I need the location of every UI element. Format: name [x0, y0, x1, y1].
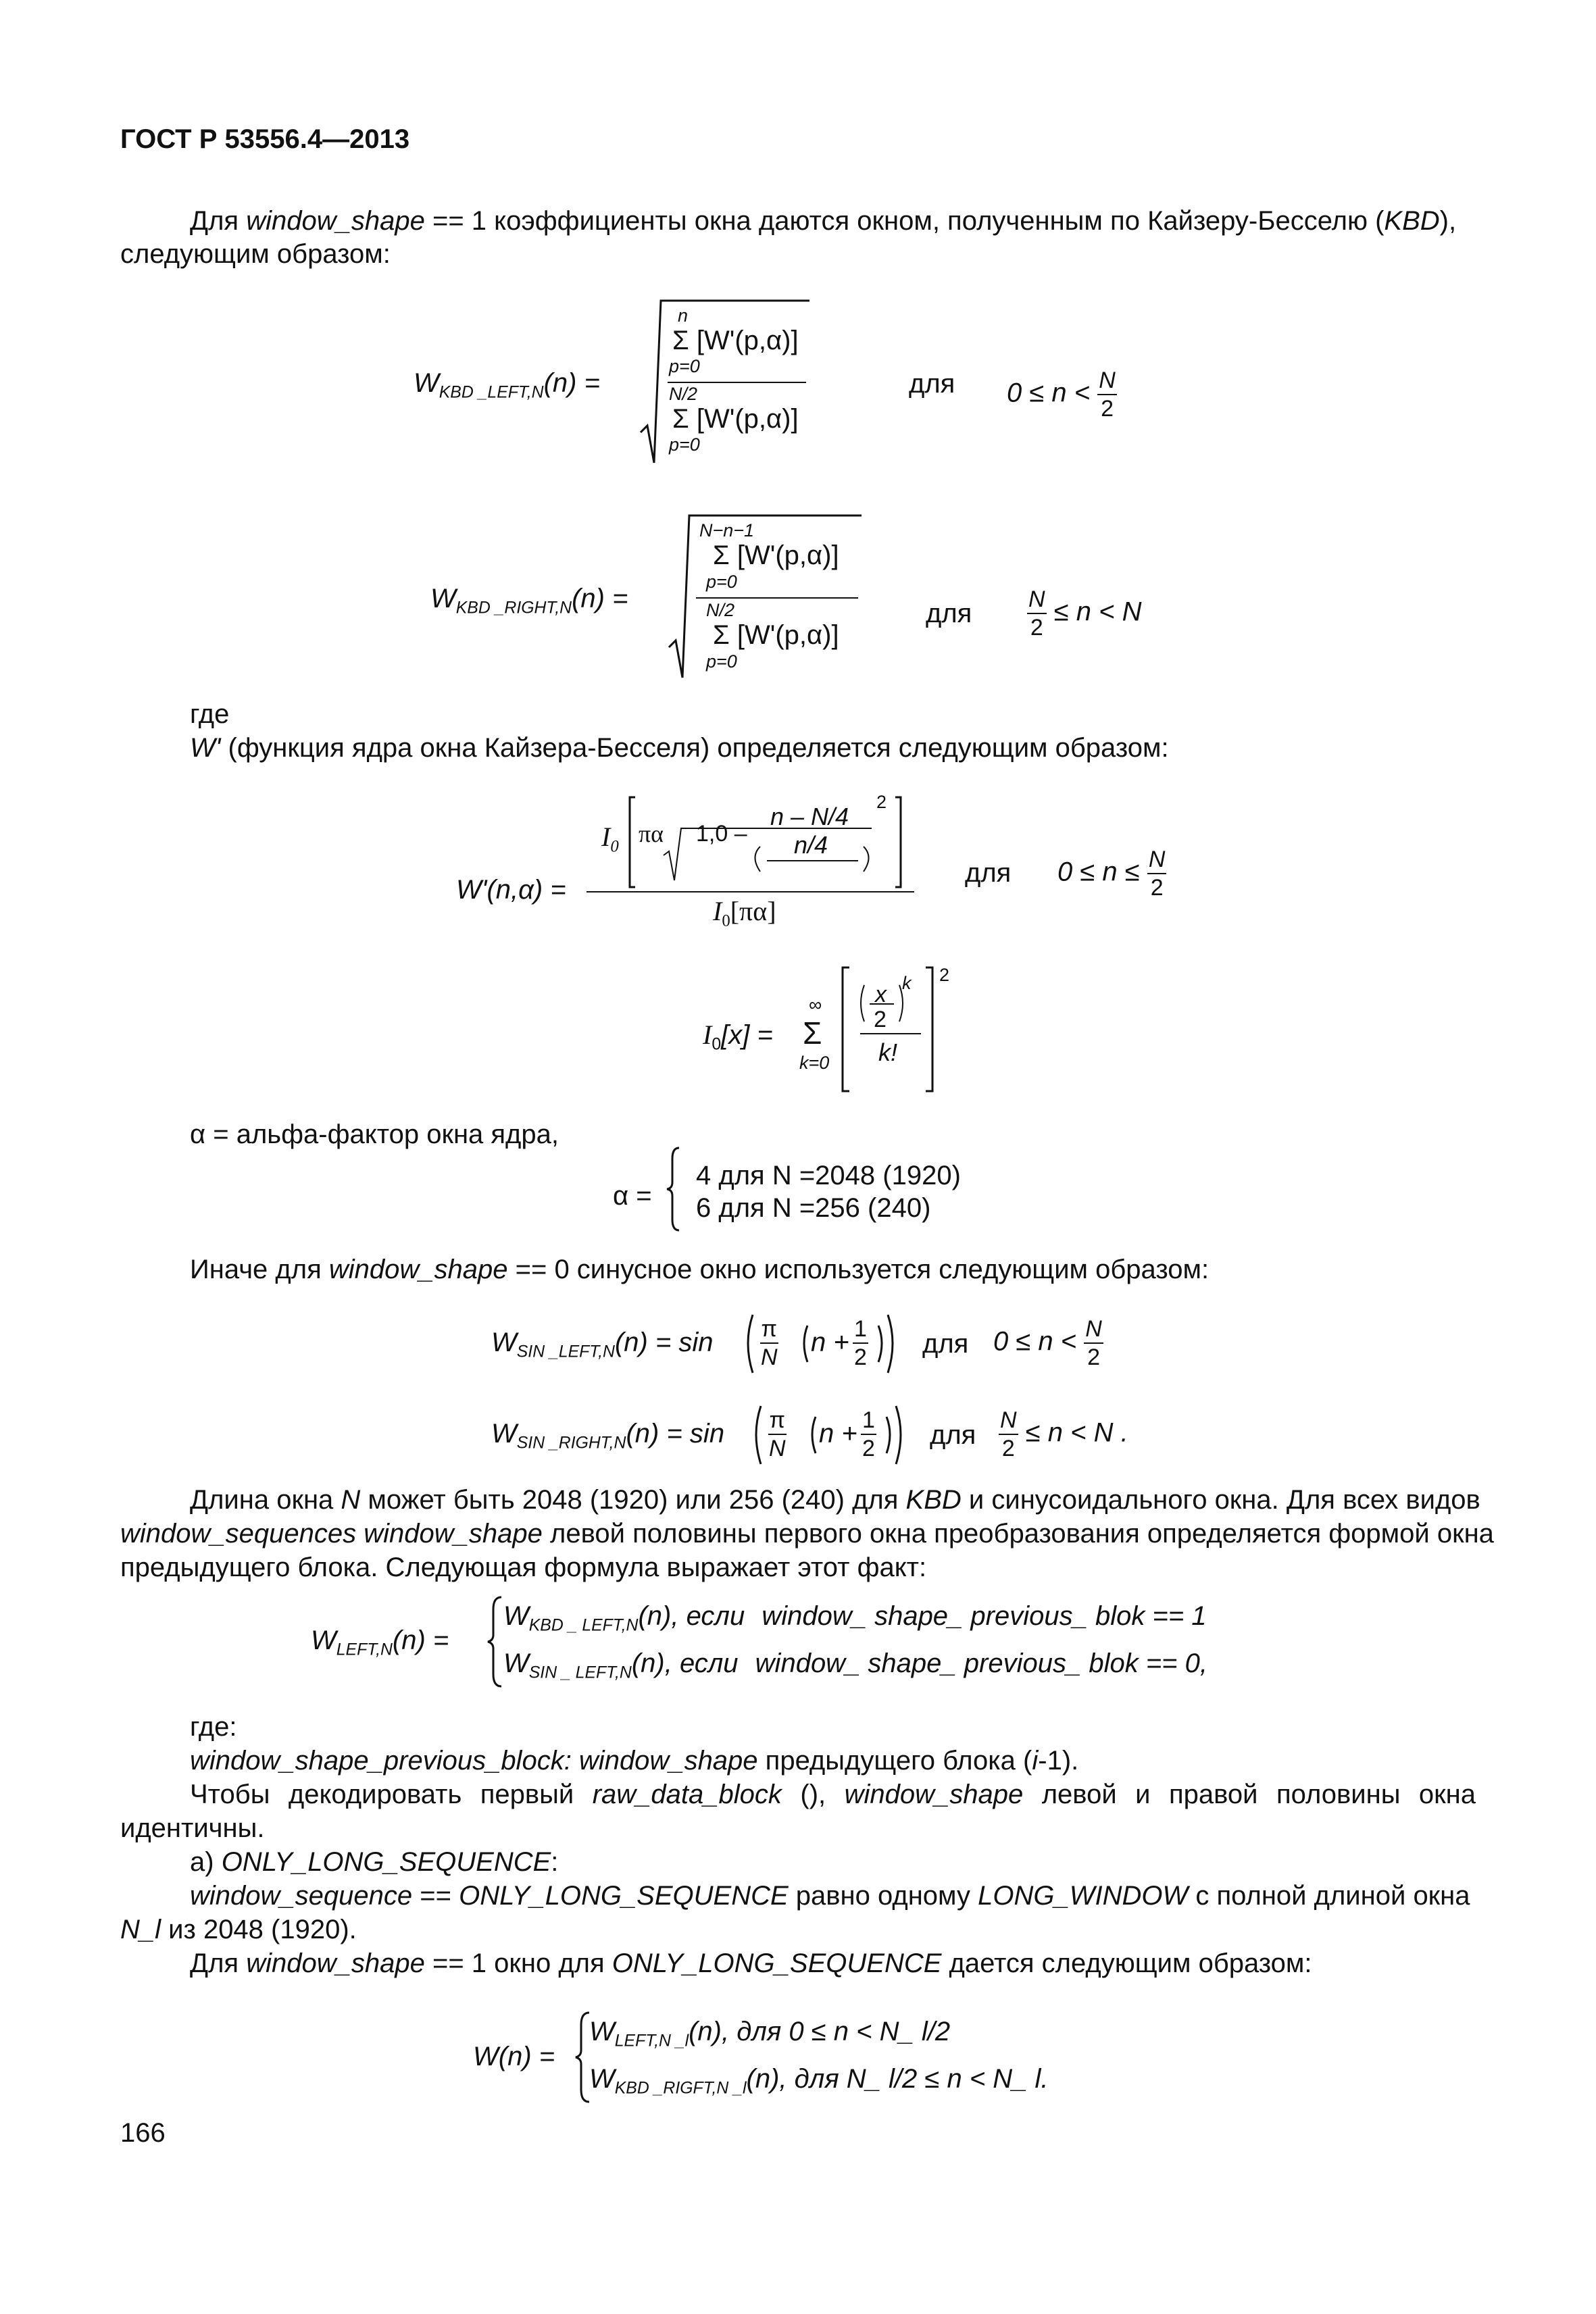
- radical-sign: [641, 297, 816, 466]
- document-header: ГОСТ Р 53556.4—2013: [120, 124, 410, 154]
- sine-intro: Иначе для window_shape == 0 синусное окно используется следующим образом:: [190, 1255, 1210, 1284]
- where-label-2: где:: [190, 1712, 237, 1742]
- length-para-line-2: window_sequences window_shape левой половины первого окна преобразования определяется формой окна: [120, 1519, 1494, 1549]
- brace-icon: [666, 1145, 686, 1233]
- bracket-pair: [841, 966, 943, 1095]
- previous-block-definition: window_shape_previous_block: window_shape предыдущего блока (i-1).: [190, 1746, 1079, 1776]
- intro-line-1: Для window_shape == 1 коэффициенты окна даются окном, полученным по Кайзеру-Бесселю (KBD),: [190, 206, 1457, 236]
- sequence-definition-line-2: N_l из 2048 (1920).: [120, 1915, 357, 1944]
- window-shape-one-intro: Для window_shape == 1 окно для ONLY_LONG_SEQUENCE дается следующим образом:: [190, 1948, 1312, 1978]
- decode-line-2: идентичны.: [120, 1813, 265, 1843]
- intro-line-2: следующим образом:: [120, 239, 391, 269]
- alpha-definition: α = альфа-фактор окна ядра,: [190, 1120, 559, 1149]
- length-para-line-1: Длина окна N может быть 2048 (1920) или 256 (240) для KBD и синусоидального окна. Для всех видов: [190, 1485, 1480, 1515]
- where-label: где: [190, 699, 230, 729]
- page-number: 166: [120, 2118, 166, 2148]
- fraction-bar: [587, 890, 918, 893]
- w-prime-definition: W' (функция ядра окна Кайзера-Бесселя) определяется следующим образом:: [190, 733, 1169, 763]
- item-a-heading: а) ONLY_LONG_SEQUENCE:: [190, 1847, 559, 1877]
- sequence-definition-line-1: window_sequence == ONLY_LONG_SEQUENCE равно одному LONG_WINDOW с полной длиной окна: [190, 1881, 1470, 1911]
- decode-line-1: Чтобы декодировать первый raw_data_block (), window_shape левой и правой половины окна: [190, 1780, 1476, 1809]
- length-para-line-3: предыдущего блока. Следующая формула выражает этот факт:: [120, 1553, 927, 1582]
